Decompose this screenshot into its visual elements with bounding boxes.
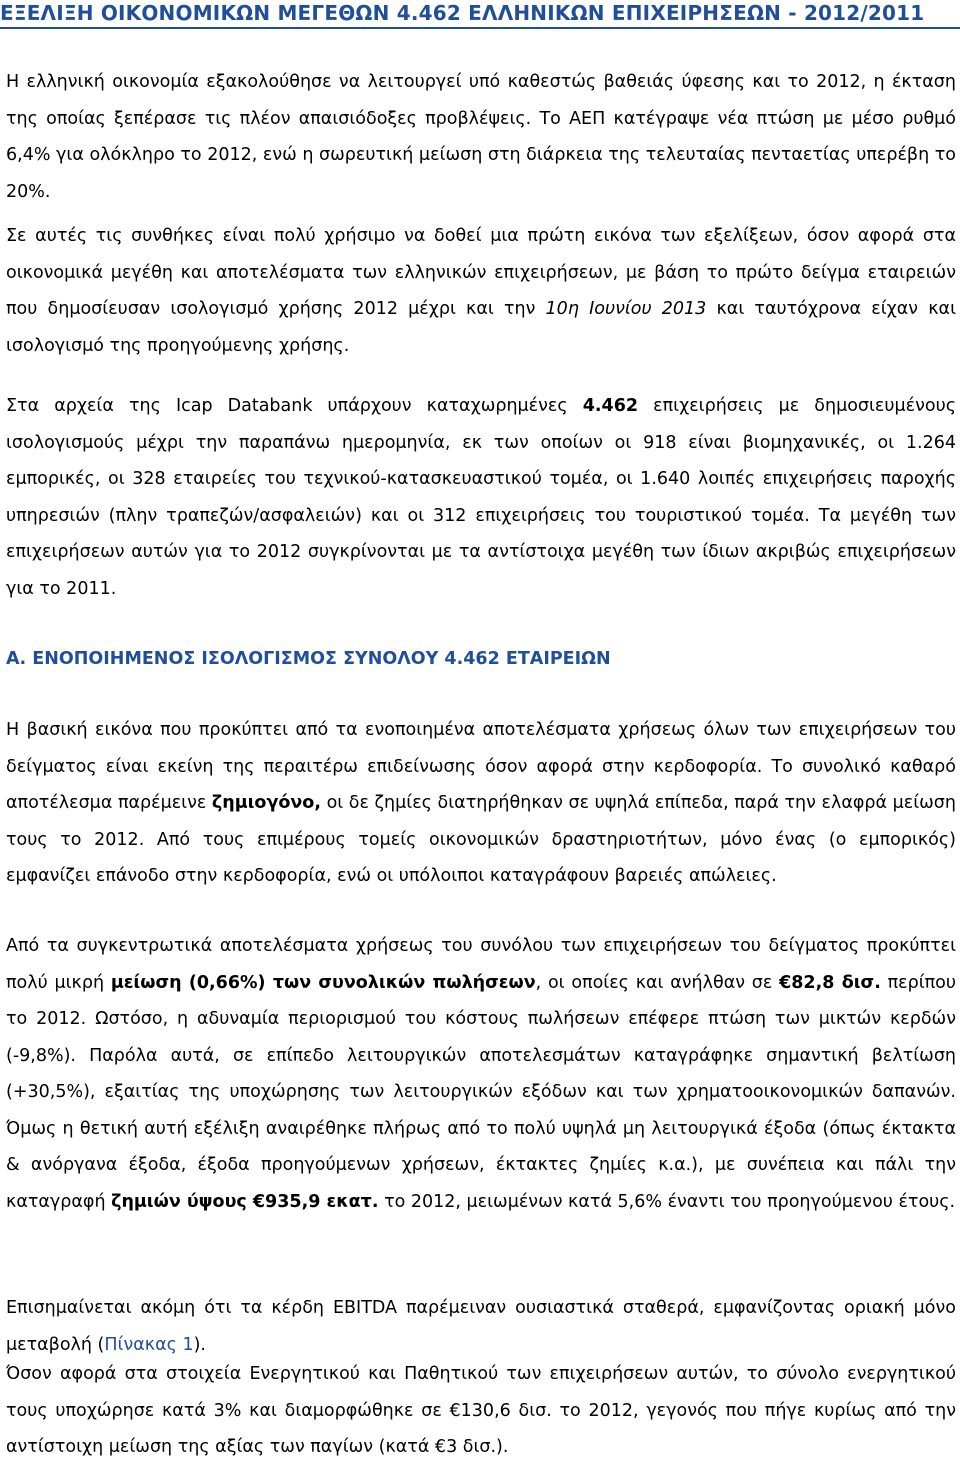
section-a-paragraph-2-text-b: , οι οποίες και ανήλθαν σε [535,972,780,993]
section-a-paragraph-3 [6,1290,956,1363]
intro-paragraph-3 [6,388,956,607]
section-a-paragraph-2 [6,928,956,1220]
section-a-paragraph-1-text-a: Η βασική εικόνα που προκύπτει από τα ενοποιημένα αποτελέσματα χρήσεως όλων των επιχειρήσεων του δείγματος είναι εκείνη της περαιτέρω επιδείνωσης όσον αφορά στην κερδοφορία. Το συνολικό καθαρό αποτέλεσμα παρέμεινε [6,720,956,813]
intro-paragraph-2 [6,218,956,364]
intro-paragraph-3-text-b: επιχειρήσεις με δημοσιευμένους ισολογισμούς μέχρι την παραπάνω ημερομηνία, εκ των οποίων οι 918 είναι βιομηχανικές, οι 1.264 εμπορικές, οι 328 εταιρείες του τεχνικού-κατασκευαστικού τομέα, οι 1.640 λοιπές επιχειρήσεις παροχής υπηρεσιών (πλην τραπεζών/ασφαλειών) και οι 312 επιχειρήσεις του τουριστικού τομέα. Τα μεγέθη των επιχειρήσεων αυτών για το 2012 συγκρίνονται με τα αντίστοιχα μεγέθη των ίδιων ακριβώς επιχειρήσεων για το 2011. [6,396,956,599]
section-a-paragraph-1-text-b: οι δε ζημίες διατηρήθηκαν σε υψηλά επίπεδα, παρά την ελαφρά μείωση τους το 2012. Από τους επιμέρους τομείς οικονομικών δραστηριοτήτων, μόνο ένας (ο εμπορικός) εμφανίζει επάνοδο στην κερδοφορία, ενώ οι υπόλοιποι καταγράφουν βαρειές απώλειες. [6,793,956,886]
sales-decrease-emphasis: μείωση (0,66%) των συνολικών πωλήσεων [110,972,536,993]
section-a-paragraph-1 [6,712,956,895]
sales-total-emphasis: €82,8 δισ. [779,972,881,993]
intro-paragraph-1-text: Η ελληνική οικονομία εξακολούθησε να λειτουργεί υπό καθεστώς βαθειάς ύφεσης και το 2012, η έκταση της οποίας ξεπέρασε τις πλέον απαισιόδοξες προβλέψεις. Το ΑΕΠ κατέγραψε νέα πτώση με μέσο ρυθμό 6,4% για ολόκληρο το 2012, ενώ η σωρευτική μείωση στη διάρκεια της τελευταίας πενταετίας υπερέβη το 20%. [6,72,956,202]
section-a-paragraph-2-text-d: το 2012, μειωμένων κατά 5,6% έναντι του προηγούμενου έτους. [378,1191,956,1212]
section-a-paragraph-4-text: Όσον αφορά στα στοιχεία Ενεργητικού και Παθητικού των επιχειρήσεων αυτών, το σύνολο ενεργητικού τους υποχώρησε κατά 3% και διαμορφώθηκε σε €130,6 δισ. το 2012, γεγονός που πήγε κυρίως από την αντίστοιχη μείωση της αξίας των παγίων (κατά €3 δισ.). [6,1364,956,1457]
section-a-paragraph-4 [6,1356,956,1466]
page-header-title: ΕΞΕΛΙΞΗ ΟΙΚΟΝΟΜΙΚΩΝ ΜΕΓΕΘΩΝ 4.462 ΕΛΛΗΝΙΚΩΝ ΕΠΙΧΕΙΡΗΣΕΩΝ - 2012/2011 [0,1,925,25]
section-a-paragraph-3-text-a: Επισημαίνεται ακόμη ότι τα κέρδη EBITDA παρέμειναν ουσιαστικά σταθερά, εμφανίζοντας οριακή μόνο μεταβολή ( [6,1298,956,1355]
section-a-paragraph-2-text-c: περίπου το 2012. Ωστόσο, η αδυναμία περιορισμού του κόστους πωλήσεων επέφερε πτώση των μικτών κερδών (-9,8%). Παρόλα αυτά, σε επίπεδο λειτουργικών αποτελεσμάτων καταγράφηκε σημαντική βελτίωση (+30,5%), εξαιτίας της υποχώρησης των λειτουργικών εξόδων και των χρηματοοικονομικών δαπανών. Όμως η θετική αυτή εξέλιξη αναιρέθηκε πλήρως από το πολύ υψηλά μη λειτουργικά έξοδα (όπως έκτακτα & ανόργανα έξοδα, έξοδα προηγούμενων χρήσεων, έκτακτες ζημίες κ.α.), με συνέπεια και πάλι την καταγραφή [6,972,956,1212]
table-1-link[interactable]: Πίνακας 1 [104,1334,194,1355]
intro-paragraph-2-text-b: και ταυτόχρονα είχαν και ισολογισμό της προηγούμενης χρήσης. [6,299,956,356]
loss-making-emphasis: ζημιογόνο, [211,793,321,813]
intro-paragraph-3-text-a: Στα αρχεία της Icap Databank υπάρχουν καταχωρημένες [6,396,583,416]
header-divider [0,27,960,29]
losses-amount-emphasis: ζημιών ύψους €935,9 εκατ. [111,1191,379,1212]
section-a-paragraph-2-text-a: Από τα συγκεντρωτικά αποτελέσματα χρήσεως του συνόλου των επιχειρήσεων του δείγματος προκύπτει πολύ μικρή [6,936,956,993]
intro-paragraph-2-date: 10η Ιουνίου 2013 [545,299,707,319]
intro-paragraph-1 [6,64,956,210]
company-count: 4.462 [582,396,639,416]
section-a-paragraph-3-text-b: ). [193,1334,206,1355]
section-a-heading: Α. ΕΝΟΠΟΙΗΜΕΝΟΣ ΙΣΟΛΟΓΙΣΜΟΣ ΣΥΝΟΛΟΥ 4.462 ΕΤΑΙΡΕΙΩΝ [6,649,611,669]
intro-paragraph-2-text-a: Σε αυτές τις συνθήκες είναι πολύ χρήσιμο να δοθεί μια πρώτη εικόνα των εξελίξεων, όσον αφορά στα οικονομικά μεγέθη και αποτελέσματα των ελληνικών επιχειρήσεων, με βάση το πρώτο δείγμα εταιρειών που δημοσίευσαν ισολογισμό χρήσης 2012 μέχρι και την [6,226,956,319]
